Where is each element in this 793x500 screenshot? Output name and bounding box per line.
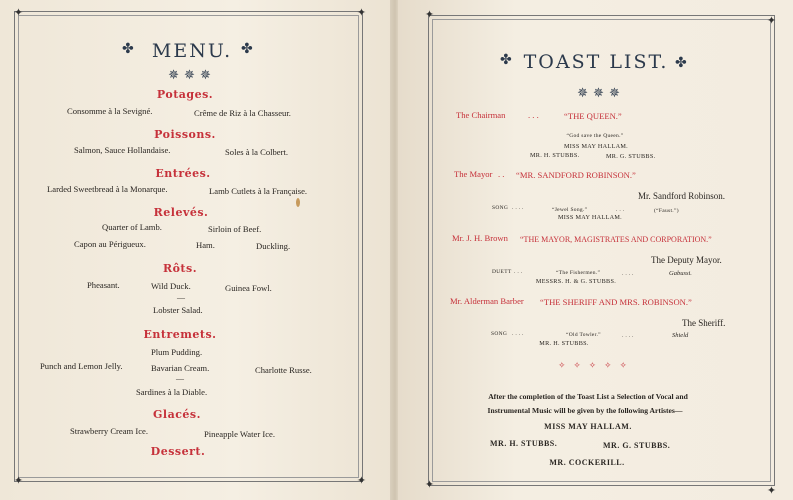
artist: MISS MAY HALLAM. xyxy=(544,422,632,431)
section-heading-releves: Relevés. xyxy=(153,206,209,219)
corner-ornament-icon: ✦ xyxy=(766,15,777,27)
toast-response: The Deputy Mayor. xyxy=(651,255,722,265)
dish: Duckling. xyxy=(256,241,291,251)
divider-dash: — xyxy=(176,374,184,383)
section-heading-poissons: Poissons. xyxy=(154,128,216,141)
dish: Sirloin of Beef. xyxy=(208,224,262,234)
song-title: “Old Towler.” xyxy=(566,332,601,338)
section-heading-entremets: Entremets. xyxy=(143,328,217,341)
flourish-icon: ✤ xyxy=(675,56,687,71)
toast-response: Mr. Sandford Robinson. xyxy=(638,191,726,201)
song-title: “God save the Queen.” xyxy=(566,133,624,139)
leader-dots: . . . . xyxy=(622,333,634,339)
dish: Quarter of Lamb. xyxy=(102,222,162,232)
performance-type: SONG xyxy=(492,205,509,211)
dish: Larded Sweetbread à la Monarque. xyxy=(47,184,168,194)
toast-proposer: Mr. Alderman Barber xyxy=(450,296,524,306)
menu-title: MENU. xyxy=(151,40,233,62)
leader-dots: . . . . xyxy=(512,331,524,337)
leader-dots: . . xyxy=(498,169,505,179)
toast-title: “THE QUEEN.” xyxy=(564,111,622,121)
paper-stain xyxy=(296,198,300,207)
dish: Consomme à la Sevigné. xyxy=(67,106,153,116)
performer: MR. G. STUBBS. xyxy=(606,153,656,160)
section-heading-rots: Rôts. xyxy=(162,262,198,275)
artist: MR. G. STUBBS. xyxy=(603,441,671,450)
performer: MR. H. STUBBS. xyxy=(539,340,589,347)
toast-proposer: The Mayor xyxy=(454,169,493,179)
dish: Lobster Salad. xyxy=(153,305,203,315)
closing-note-line-1: After the completion of the Toast List a Selection of Vocal and xyxy=(488,392,688,401)
leader-dots: . . . xyxy=(528,110,539,120)
leader-dots: . . . . xyxy=(512,205,524,211)
flourish-icon: ✤ xyxy=(500,53,512,68)
section-heading-dessert: Dessert. xyxy=(150,445,206,458)
toast-response: The Sheriff. xyxy=(682,318,726,328)
toast-title: “THE SHERIFF AND MRS. ROBINSON.” xyxy=(540,297,692,307)
dish: Bavarian Cream. xyxy=(151,363,210,373)
performance-type: SONG xyxy=(491,331,508,337)
closing-note-line-2: Instrumental Music will be given by the following Artistes— xyxy=(487,406,683,415)
artist: MR. COCKERILL. xyxy=(549,458,625,467)
corner-ornament-icon: ✦ xyxy=(356,7,367,19)
flourish-icon: ✤ xyxy=(122,42,134,57)
corner-ornament-icon: ✦ xyxy=(13,475,24,487)
dish: Plum Pudding. xyxy=(151,347,203,357)
performer: MESSRS. H. & G. STUBBS. xyxy=(535,278,617,285)
divider-ornament: ✧ ✧ ✧ ✧ ✧ xyxy=(558,360,630,370)
dish: Capon au Périgueux. xyxy=(74,239,146,249)
dish: Punch and Lemon Jelly. xyxy=(40,361,123,371)
dish: Wild Duck. xyxy=(151,281,191,291)
toast-proposer: The Chairman xyxy=(456,110,506,120)
dish: Soles à la Colbert. xyxy=(225,147,289,157)
divider-dash: — xyxy=(177,293,185,302)
composer: Gabussi. xyxy=(669,270,692,277)
dish: Salmon, Sauce Hollandaise. xyxy=(74,145,171,155)
performance-type: DUETT xyxy=(492,269,512,275)
toast-title: “MR. SANDFORD ROBINSON.” xyxy=(516,170,636,180)
section-heading-glaces: Glacés. xyxy=(153,408,201,421)
performer: MISS MAY HALLAM. xyxy=(564,143,628,150)
toast-proposer: Mr. J. H. Brown xyxy=(452,233,508,243)
leader-dots: . . . . xyxy=(622,271,634,277)
stars-ornament: ✵✵✵ xyxy=(168,67,216,82)
corner-ornament-icon: ✦ xyxy=(424,479,435,491)
composer: Shield xyxy=(672,332,689,339)
corner-ornament-icon: ✦ xyxy=(13,7,24,19)
toast-title: “THE MAYOR, MAGISTRATES AND CORPORATION.” xyxy=(520,235,712,244)
corner-ornament-icon: ✦ xyxy=(356,475,367,487)
artist: MR. H. STUBBS. xyxy=(490,439,558,448)
dish: Charlotte Russe. xyxy=(255,365,312,375)
dish: Pineapple Water Ice. xyxy=(204,429,275,439)
song-title: “Jewel Song.” xyxy=(552,207,588,213)
leader-dots: . . . xyxy=(514,269,523,275)
dish: Pheasant. xyxy=(87,280,120,290)
corner-ornament-icon: ✦ xyxy=(766,485,777,497)
dish: Strawberry Cream Ice. xyxy=(70,426,149,436)
section-heading-potages: Potages. xyxy=(156,88,214,101)
section-heading-entrees: Entrées. xyxy=(155,167,211,180)
dish: Crême de Riz à la Chasseur. xyxy=(194,108,291,118)
performer: MR. H. STUBBS. xyxy=(530,152,580,159)
dish: Ham. xyxy=(196,240,215,250)
toast-list-title: TOAST LIST. xyxy=(523,51,669,73)
flourish-icon: ✤ xyxy=(241,42,253,57)
corner-ornament-icon: ✦ xyxy=(424,9,435,21)
dish: Sardines à la Diable. xyxy=(136,387,208,397)
performer: MISS MAY HALLAM. xyxy=(558,214,622,221)
dish: Guinea Fowl. xyxy=(225,283,272,293)
leader-dots: . . . xyxy=(616,207,625,213)
composer: (“Faust.”) xyxy=(654,208,679,214)
dish: Lamb Cutlets à la Française. xyxy=(209,186,308,196)
song-title: “The Fishermen.” xyxy=(556,270,601,276)
stars-ornament: ✵✵✵ xyxy=(577,85,625,100)
